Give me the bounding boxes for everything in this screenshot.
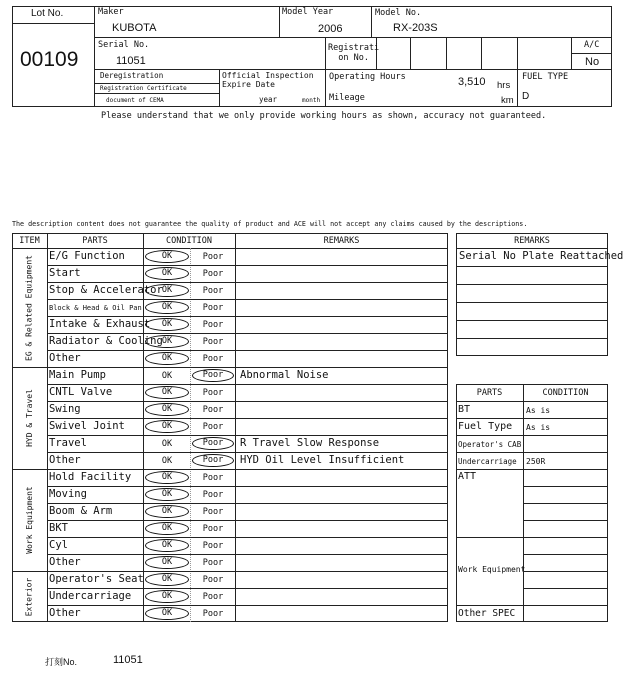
poor-option: Poor [202, 592, 224, 602]
row-divider [47, 486, 448, 487]
ok-circled: OK [145, 318, 189, 331]
row-divider [47, 588, 448, 589]
part-name: Boom & Arm [49, 505, 113, 517]
row-divider [47, 537, 448, 538]
row-divider [47, 520, 448, 521]
row-divider [47, 316, 448, 317]
part-name: Main Pump [49, 369, 106, 381]
lot-no-label: Lot No. [31, 8, 64, 19]
parts-row-divider [456, 452, 608, 453]
parts-header-divider [456, 401, 608, 402]
part-name: Other [49, 607, 81, 619]
poor-option: Poor [202, 252, 224, 262]
ok-circled: OK [145, 301, 189, 314]
remark-text: HYD Oil Level Insufficient [240, 454, 405, 466]
ok-circled: OK [145, 420, 189, 433]
row-divider [47, 299, 448, 300]
parts-row-condition: As is [526, 423, 551, 432]
row-divider [47, 418, 448, 419]
km-unit: km [501, 95, 514, 106]
att-row-divider [523, 486, 608, 487]
poor-circled: Poor [192, 437, 234, 450]
poor-circled: Poor [192, 369, 234, 382]
work-equipment-row-divider [523, 571, 608, 572]
parts-row-divider [456, 418, 608, 419]
poor-option: Poor [202, 558, 224, 568]
group-label: Work Equipment [24, 486, 34, 554]
other-spec-divider [456, 605, 608, 606]
att-row-divider [523, 503, 608, 504]
remark-text: Abnormal Noise [240, 369, 329, 381]
parts-row-name: Operator's CAB [458, 440, 522, 449]
row-divider [47, 452, 448, 453]
model-no-value: RX-203S [393, 22, 438, 34]
poor-option: Poor [202, 337, 224, 347]
model-no-label: Model No. [375, 8, 422, 18]
mileage-label: Mileage [329, 93, 365, 103]
remarks-row-text: Serial No Plate Reattached [459, 250, 624, 262]
poor-option: Poor [202, 524, 224, 534]
row-divider [47, 333, 448, 334]
ok-option: OK [161, 439, 173, 449]
ok-circled: OK [145, 488, 189, 501]
official-inspection-label: Official Inspection Expire Date [222, 71, 314, 89]
part-name: Other [49, 352, 81, 364]
poor-option: Poor [202, 609, 224, 619]
ok-circled: OK [145, 539, 189, 552]
ok-circled: OK [145, 352, 189, 365]
poor-option: Poor [202, 473, 224, 483]
work-equipment-label: Work Equipment [458, 565, 526, 574]
maker-value: KUBOTA [112, 22, 157, 34]
row-divider [47, 282, 448, 283]
parts-row-name: Undercarriage [458, 457, 517, 466]
part-name: Travel [49, 437, 87, 449]
row-divider [47, 503, 448, 504]
group-label: HYD & Travel [24, 389, 34, 447]
att-row-divider [523, 520, 608, 521]
row-divider [47, 554, 448, 555]
ok-circled: OK [145, 267, 189, 280]
remarks-table-header: REMARKS [514, 236, 550, 246]
work-equipment-divider [456, 537, 608, 538]
ok-option: OK [161, 456, 173, 466]
parts-row-condition: As is [526, 406, 551, 415]
ok-circled: OK [145, 522, 189, 535]
part-name: Undercarriage [49, 590, 132, 602]
year-label: year [259, 95, 278, 104]
other-spec-label: Other SPEC [458, 608, 516, 619]
remarks-header: REMARKS [323, 236, 360, 246]
maker-label: Maker [98, 7, 124, 17]
model-year-value: 2006 [318, 23, 343, 35]
ok-circled: OK [145, 573, 189, 586]
row-divider [47, 605, 448, 606]
work-equipment-row-divider [523, 554, 608, 555]
operating-hours-label: Operating Hours [329, 72, 406, 82]
part-name: Cyl [49, 539, 68, 551]
part-name: Block & Head & Oil Pan [49, 304, 142, 312]
ok-circled: OK [145, 284, 189, 297]
part-name: Swing [49, 403, 81, 415]
poor-option: Poor [202, 388, 224, 398]
part-name: Operator's Seat [49, 573, 144, 585]
lot-number: 00109 [20, 48, 79, 71]
ok-circled: OK [145, 607, 189, 620]
fuel-type-label: FUEL TYPE [522, 72, 569, 82]
att-divider [456, 469, 608, 470]
poor-option: Poor [202, 286, 224, 296]
poor-circled: Poor [192, 454, 234, 467]
poor-option: Poor [202, 320, 224, 330]
parts-row-divider [456, 435, 608, 436]
hrs-unit: hrs [497, 80, 511, 91]
part-name: E/G Function [49, 250, 125, 262]
parts-row-condition: 250R [526, 457, 546, 466]
serial-no-value: 11051 [116, 55, 146, 67]
part-name: Intake & Exhaust [49, 318, 151, 330]
description-disclaimer: The description content does not guarantee the quality of product and ACE will not accept any claims caused by the descriptions. [12, 220, 528, 228]
remarks-row-divider [456, 284, 608, 285]
ok-circled: OK [145, 250, 189, 263]
remarks-row-divider [456, 320, 608, 321]
part-name: Moving [49, 488, 87, 500]
row-divider [47, 435, 448, 436]
row-divider [47, 265, 448, 266]
parts-row-name: Fuel Type [458, 421, 513, 432]
header-divider [12, 248, 448, 249]
remarks-row-divider [456, 248, 608, 249]
stamp-no-value: 11051 [113, 654, 143, 666]
ok-circled: OK [145, 471, 189, 484]
remarks-row-divider [456, 302, 608, 303]
deregistration-label: Deregistration [100, 71, 164, 80]
row-divider [47, 384, 448, 385]
part-name: Other [49, 454, 81, 466]
group-divider [12, 367, 448, 368]
stamp-no-label: 打刻No. [45, 657, 78, 667]
work-equipment-row-divider [523, 588, 608, 589]
parts-col-header: PARTS [476, 388, 503, 398]
document-of-cema-label: document of CEMA [106, 97, 164, 104]
group-label: Exterior [24, 577, 34, 616]
registration-label: Registrati on No. [328, 43, 380, 63]
group-divider [12, 469, 448, 470]
poor-option: Poor [202, 507, 224, 517]
part-name: Other [49, 556, 81, 568]
poor-option: Poor [202, 354, 224, 364]
group-divider [12, 571, 448, 572]
poor-option: Poor [202, 269, 224, 279]
ok-circled: OK [145, 590, 189, 603]
part-name: Stop & Accelerator [49, 284, 163, 296]
part-name: Start [49, 267, 81, 279]
part-name: BKT [49, 522, 68, 534]
poor-option: Poor [202, 422, 224, 432]
remark-text: R Travel Slow Response [240, 437, 380, 449]
item-header: ITEM [19, 236, 40, 246]
poor-option: Poor [202, 405, 224, 415]
ok-circled: OK [145, 386, 189, 399]
parts-row-name: BT [458, 404, 471, 415]
part-name: Swivel Joint [49, 420, 125, 432]
registration-certificate-label: Registration Certificate [100, 85, 187, 92]
poor-option: Poor [202, 541, 224, 551]
ac-label: A/C [584, 40, 600, 50]
serial-no-label: Serial No. [98, 40, 150, 50]
att-label: ATT [458, 471, 477, 482]
ac-value: No [585, 56, 600, 68]
column-divider [235, 233, 236, 622]
poor-option: Poor [202, 303, 224, 313]
part-name: Radiator & Cooling [49, 335, 163, 347]
hours-disclaimer: Please understand that we only provide working hours as shown, accuracy not guaranteed. [101, 111, 547, 121]
parts-header: PARTS [82, 236, 108, 246]
ok-circled: OK [145, 556, 189, 569]
poor-option: Poor [202, 490, 224, 500]
remarks-row-divider [456, 338, 608, 339]
month-label: month [302, 97, 321, 104]
condition-col-header: CONDITION [542, 388, 589, 398]
fuel-type-value: D [522, 91, 530, 102]
row-divider [47, 401, 448, 402]
part-name: Hold Facility [49, 471, 132, 483]
row-divider [47, 350, 448, 351]
part-name: CNTL Valve [49, 386, 113, 398]
model-year-label: Model Year [282, 7, 334, 17]
ok-option: OK [161, 371, 173, 381]
ok-circled: OK [145, 335, 189, 348]
remarks-row-divider [456, 266, 608, 267]
column-divider [47, 233, 48, 622]
group-label: EG & Related Equipment [24, 254, 34, 361]
ok-circled: OK [145, 403, 189, 416]
operating-hours-value: 3,510 [458, 76, 486, 88]
ok-circled: OK [145, 505, 189, 518]
condition-header: CONDITION [165, 236, 213, 246]
poor-option: Poor [202, 575, 224, 585]
